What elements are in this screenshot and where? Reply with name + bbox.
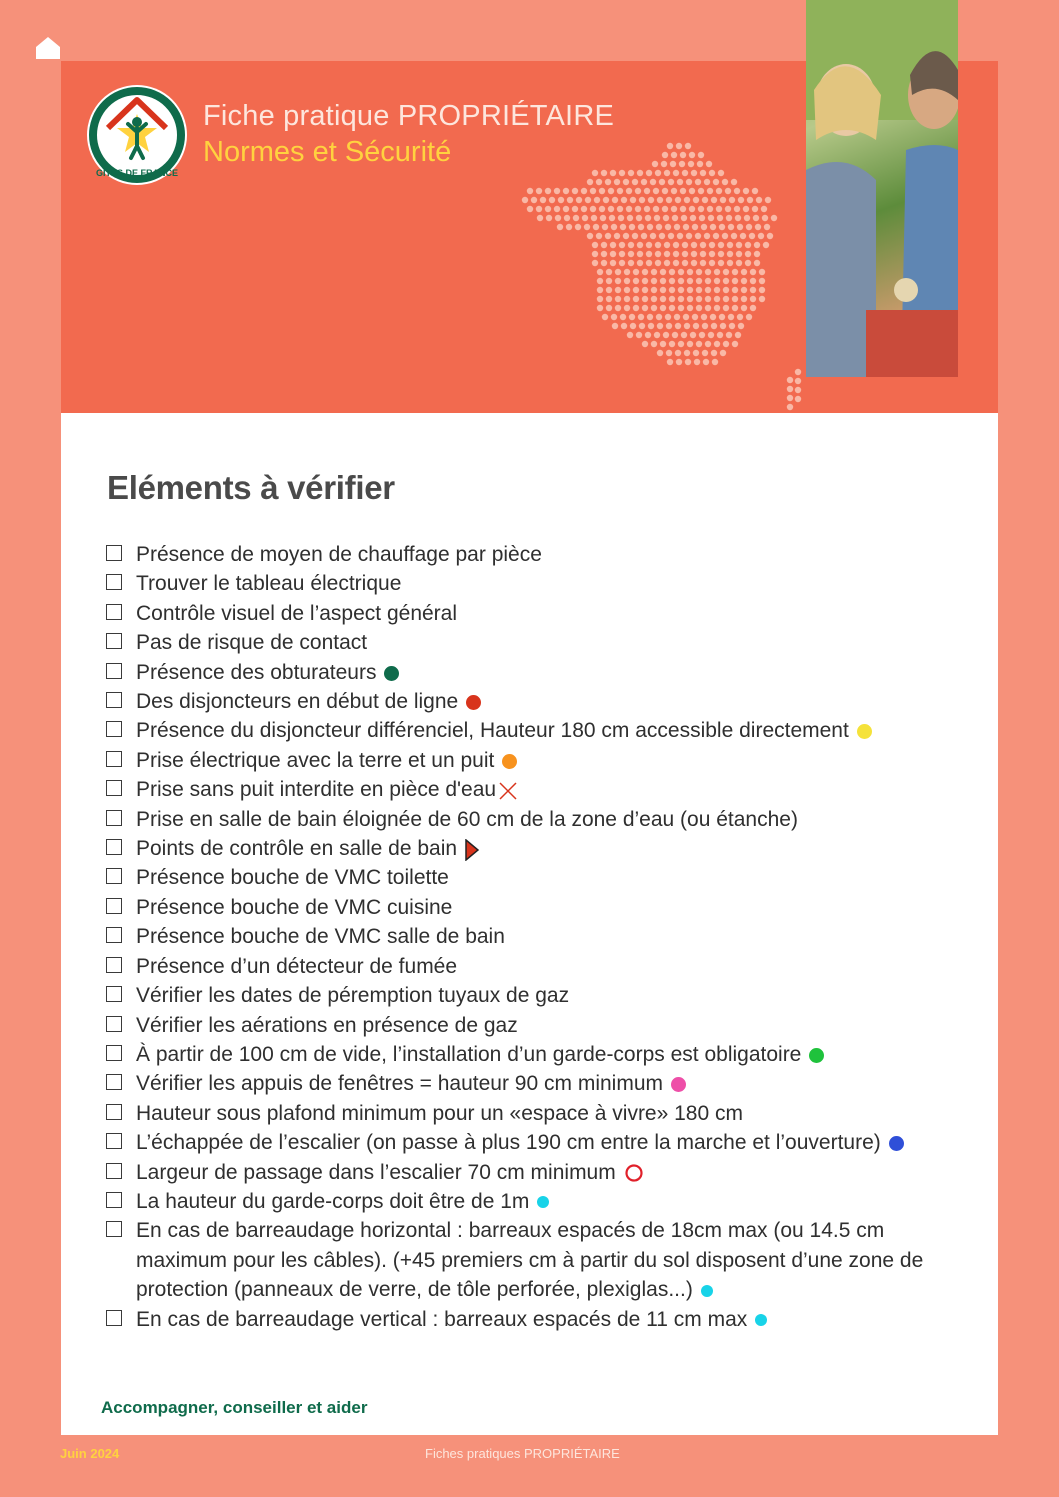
checklist-item[interactable] — [106, 1040, 986, 1069]
checklist-item-label: Présence d’un détecteur de fumée — [136, 954, 458, 978]
checklist-item[interactable] — [106, 805, 986, 834]
checklist-item[interactable] — [106, 687, 986, 716]
color-dot-icon — [701, 1285, 713, 1297]
checklist-item-label: En cas de barreaudage vertical : barreaux espacés de 11 cm max — [136, 1307, 748, 1331]
cross-icon — [498, 781, 518, 801]
checkbox[interactable] — [106, 604, 122, 620]
checkbox[interactable] — [106, 1016, 122, 1032]
checkbox[interactable] — [106, 839, 122, 855]
color-dot-icon — [502, 754, 517, 769]
footer-doc-title: Fiches pratiques PROPRIÉTAIRE — [425, 1446, 620, 1461]
checklist-item-label: Présence de moyen de chauffage par pièce — [136, 543, 542, 566]
checkbox[interactable] — [106, 721, 122, 737]
checklist-item-label: Contrôle visuel de l’aspect général — [136, 601, 458, 625]
checklist-item-label: Vérifier les appuis de fenêtres = hauteur 90 cm minimum — [136, 1072, 663, 1096]
color-dot-icon — [384, 666, 399, 681]
checklist-item[interactable] — [106, 716, 986, 745]
checkbox[interactable] — [106, 751, 122, 767]
home-icon[interactable] — [35, 36, 61, 60]
ring-icon — [624, 1163, 644, 1183]
checklist-item-label: La hauteur du garde-corps doit être de 1m — [136, 1189, 530, 1213]
checklist-item-label: Prise en salle de bain éloignée de 60 cm de la zone d’eau (ou étanche) — [136, 807, 798, 831]
checklist-item[interactable] — [106, 775, 986, 804]
checklist-item[interactable] — [106, 658, 986, 687]
checklist-item-label: Vérifier les dates de péremption tuyaux de gaz — [136, 984, 570, 1008]
checkbox[interactable] — [106, 1163, 122, 1179]
checklist-item[interactable] — [106, 952, 986, 981]
color-dot-icon — [537, 1196, 549, 1208]
checkbox[interactable] — [106, 1310, 122, 1326]
checklist-item[interactable] — [106, 1187, 986, 1216]
checklist-item[interactable] — [106, 1216, 976, 1304]
checklist-item[interactable] — [106, 1069, 986, 1098]
checkbox[interactable] — [106, 1221, 122, 1237]
color-dot-icon — [809, 1048, 824, 1063]
header-title: Fiche pratique PROPRIÉTAIRE — [203, 100, 615, 132]
footer-date: Juin 2024 — [60, 1446, 120, 1461]
header-photo — [806, 0, 958, 377]
svg-text:GÎTES DE FRANCE: GÎTES DE FRANCE — [95, 168, 179, 178]
checklist-item-label: En cas de barreaudage horizontal : barreaux espacés de 18cm max (ou 14.5 cm maximum pour les câbles). (+45 premiers cm à partir du sol disposent d’une zone de protection (panneaux de verre, de tôle perforée, plexiglas...) — [136, 1219, 924, 1302]
footer-tagline: Accompagner, conseiller et aider — [101, 1398, 368, 1417]
france-map-dots — [520, 140, 820, 415]
checkbox[interactable] — [106, 810, 122, 826]
checkbox[interactable] — [106, 986, 122, 1002]
checklist-item[interactable] — [106, 1011, 986, 1040]
checkbox[interactable] — [106, 957, 122, 973]
checklist-item-label: Vérifier les aérations en présence de gaz — [136, 1013, 518, 1037]
checkbox[interactable] — [106, 1133, 122, 1149]
color-dot-icon — [857, 724, 872, 739]
checklist-item[interactable] — [106, 628, 986, 657]
checklist-item[interactable] — [106, 599, 986, 628]
checklist-item[interactable] — [106, 1305, 986, 1334]
checkbox[interactable] — [106, 1074, 122, 1090]
section-title: Eléments à vérifier — [107, 469, 395, 506]
checklist-item-label: Points de contrôle en salle de bain — [136, 837, 458, 861]
checklist-item-label: Présence du disjoncteur différenciel, Hauteur 180 cm accessible directement — [136, 719, 849, 743]
checklist-item-label: À partir de 100 cm de vide, l’installation d’un garde-corps est obligatoire — [136, 1042, 802, 1066]
checklist-item[interactable] — [106, 540, 986, 569]
checklist-item[interactable] — [106, 569, 986, 598]
checkbox[interactable] — [106, 574, 122, 590]
checkbox[interactable] — [106, 545, 122, 561]
checklist-item[interactable] — [106, 893, 986, 922]
checklist-item[interactable] — [106, 1099, 986, 1128]
checkbox[interactable] — [106, 663, 122, 679]
checklist-item-label: Prise sans puit interdite en pièce d'eau — [136, 778, 497, 802]
checklist-item[interactable] — [106, 746, 986, 775]
checklist-item-label: Présence bouche de VMC cuisine — [136, 895, 453, 919]
color-dot-icon — [889, 1136, 904, 1151]
checklist-item-label: Trouver le tableau électrique — [136, 572, 402, 596]
checklist-item-label: Présence des obturateurs — [136, 660, 377, 684]
checkbox[interactable] — [106, 868, 122, 884]
checklist-item-label: Des disjoncteurs en début de ligne — [136, 690, 459, 714]
header-subtitle: Normes et Sécurité — [203, 136, 452, 168]
checklist-item[interactable] — [106, 981, 986, 1010]
checkbox[interactable] — [106, 1104, 122, 1120]
checkbox[interactable] — [106, 927, 122, 943]
checkbox[interactable] — [106, 633, 122, 649]
checklist-item-label: Présence bouche de VMC salle de bain — [136, 925, 505, 949]
checkbox[interactable] — [106, 692, 122, 708]
color-dot-icon — [671, 1077, 686, 1092]
checklist-item[interactable] — [106, 834, 986, 863]
checklist — [106, 540, 986, 1334]
color-dot-icon — [755, 1314, 767, 1326]
arrow-marker-icon — [465, 839, 479, 861]
checklist-item[interactable] — [106, 1158, 986, 1187]
checklist-item-label: Prise électrique avec la terre et un puit — [136, 748, 495, 772]
checkbox[interactable] — [106, 898, 122, 914]
checklist-item-label: Présence bouche de VMC toilette — [136, 866, 449, 890]
checkbox[interactable] — [106, 780, 122, 796]
checklist-item-label: Largeur de passage dans l’escalier 70 cm minimum — [136, 1160, 616, 1184]
checklist-item-label: L’échappée de l’escalier (on passe à plus 190 cm entre la marche et l’ouverture) — [136, 1131, 881, 1155]
checklist-item-label: Pas de risque de contact — [136, 631, 368, 655]
checkbox[interactable] — [106, 1192, 122, 1208]
gites-de-france-logo — [86, 84, 188, 186]
checkbox[interactable] — [106, 1045, 122, 1061]
checklist-item[interactable] — [106, 863, 986, 892]
checklist-item[interactable] — [106, 922, 986, 951]
checklist-item[interactable] — [106, 1128, 986, 1157]
checklist-item-label: Hauteur sous plafond minimum pour un «espace à vivre» 180 cm — [136, 1101, 743, 1125]
color-dot-icon — [466, 695, 481, 710]
